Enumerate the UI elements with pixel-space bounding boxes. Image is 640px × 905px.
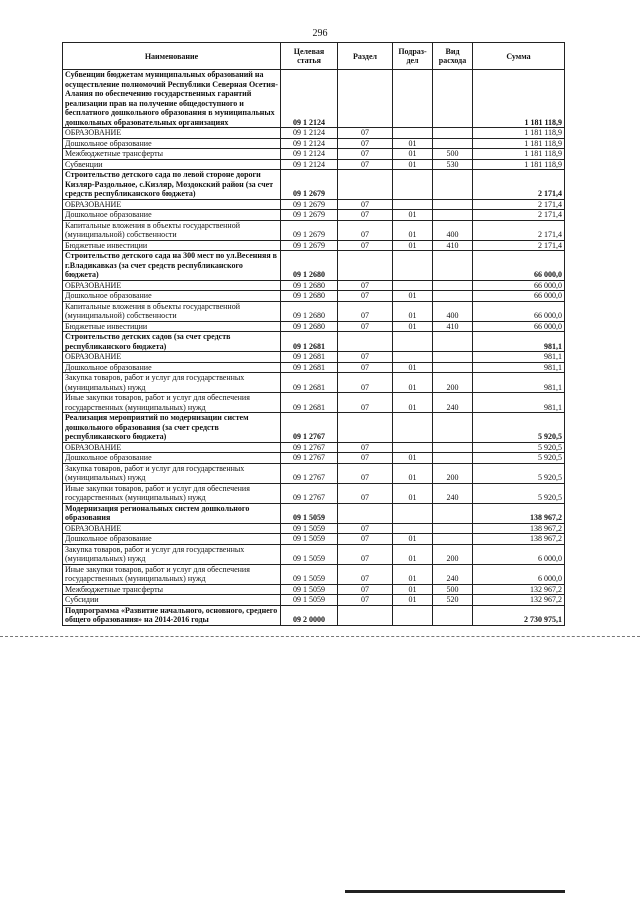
cell-subsection: 01 bbox=[393, 453, 433, 464]
table-row bbox=[63, 523, 565, 534]
table-row bbox=[63, 170, 565, 200]
cell-section: 07 bbox=[338, 280, 393, 291]
cell-code: 09 1 2681 bbox=[281, 352, 338, 363]
table-row bbox=[63, 159, 565, 170]
table-row bbox=[63, 220, 565, 240]
cell-section bbox=[338, 70, 393, 128]
table-row bbox=[63, 442, 565, 453]
cell-subsection: 01 bbox=[393, 362, 433, 373]
cell-name: Дошкольное образование bbox=[63, 534, 281, 545]
cell-name: Закупка товаров, работ и услуг для государственных (муниципальных) нужд bbox=[63, 463, 281, 483]
header-code: Целевая статья bbox=[281, 43, 338, 70]
cell-name: ОБРАЗОВАНИЕ bbox=[63, 199, 281, 210]
cell-sum: 2 171,4 bbox=[473, 170, 565, 200]
cell-expense bbox=[433, 534, 473, 545]
cell-sum: 981,1 bbox=[473, 362, 565, 373]
cell-subsection: 01 bbox=[393, 393, 433, 413]
cell-sum: 5 920,5 bbox=[473, 453, 565, 464]
table-row bbox=[63, 280, 565, 291]
cell-name: Дошкольное образование bbox=[63, 210, 281, 221]
cell-sum: 66 000,0 bbox=[473, 251, 565, 281]
cell-name: Строительство детских садов (за счет средств республиканского бюджета) bbox=[63, 332, 281, 352]
cell-expense bbox=[433, 503, 473, 523]
cell-sum: 981,1 bbox=[473, 332, 565, 352]
table-row bbox=[63, 413, 565, 443]
cell-subsection bbox=[393, 251, 433, 281]
cell-section: 07 bbox=[338, 393, 393, 413]
header-row bbox=[63, 43, 565, 70]
cell-expense: 410 bbox=[433, 321, 473, 332]
cell-name: Дошкольное образование bbox=[63, 138, 281, 149]
cell-sum: 66 000,0 bbox=[473, 291, 565, 302]
cell-section bbox=[338, 332, 393, 352]
table-row bbox=[63, 291, 565, 302]
cell-expense: 500 bbox=[433, 149, 473, 160]
cell-code: 09 1 2679 bbox=[281, 210, 338, 221]
cell-section: 07 bbox=[338, 210, 393, 221]
table-row bbox=[63, 321, 565, 332]
table-row bbox=[63, 483, 565, 503]
cell-subsection: 01 bbox=[393, 240, 433, 251]
cell-name: Капитальные вложения в объекты государственной (муниципальной) собственности bbox=[63, 220, 281, 240]
cell-subsection: 01 bbox=[393, 138, 433, 149]
cell-subsection: 01 bbox=[393, 321, 433, 332]
table-row bbox=[63, 373, 565, 393]
cell-code: 09 1 2124 bbox=[281, 149, 338, 160]
cell-sum: 6 000,0 bbox=[473, 544, 565, 564]
cell-section: 07 bbox=[338, 128, 393, 139]
cell-code: 09 1 2767 bbox=[281, 463, 338, 483]
cell-subsection: 01 bbox=[393, 564, 433, 584]
cell-name: Подпрограмма «Развитие начального, основного, среднего общего образования» на 2014-2016 годы bbox=[63, 605, 281, 625]
cell-expense: 530 bbox=[433, 159, 473, 170]
cell-expense bbox=[433, 332, 473, 352]
cell-code: 09 1 2681 bbox=[281, 393, 338, 413]
cell-expense bbox=[433, 210, 473, 221]
table-row bbox=[63, 605, 565, 625]
cell-sum: 2 171,4 bbox=[473, 199, 565, 210]
cell-section: 07 bbox=[338, 149, 393, 160]
cell-subsection bbox=[393, 170, 433, 200]
cell-code: 09 1 5059 bbox=[281, 523, 338, 534]
cell-name: Иные закупки товаров, работ и услуг для обеспечения государственных (муниципальных) нужд bbox=[63, 483, 281, 503]
cell-code: 09 1 2681 bbox=[281, 373, 338, 393]
cell-section: 07 bbox=[338, 463, 393, 483]
cell-name: Субвенции бюджетам муниципальных образований на осуществление полномочий Республики Северная Осетия-Алания по обеспечению государственных гарантий реализации прав на получение общедоступного и бесплатного дошкольного образования в муниципальных дошкольных образовательных организациях bbox=[63, 70, 281, 128]
cell-sum: 66 000,0 bbox=[473, 321, 565, 332]
cell-sum: 981,1 bbox=[473, 373, 565, 393]
cell-code: 09 1 2124 bbox=[281, 70, 338, 128]
table-row bbox=[63, 138, 565, 149]
cell-sum: 1 181 118,9 bbox=[473, 149, 565, 160]
table-row bbox=[63, 332, 565, 352]
cell-sum: 138 967,2 bbox=[473, 534, 565, 545]
cell-code: 09 1 5059 bbox=[281, 534, 338, 545]
cell-sum: 138 967,2 bbox=[473, 503, 565, 523]
cell-expense bbox=[433, 413, 473, 443]
cell-name: Капитальные вложения в объекты государственной (муниципальной) собственности bbox=[63, 301, 281, 321]
cell-subsection bbox=[393, 503, 433, 523]
cell-section: 07 bbox=[338, 138, 393, 149]
table-row bbox=[63, 463, 565, 483]
cell-subsection: 01 bbox=[393, 534, 433, 545]
cell-section: 07 bbox=[338, 584, 393, 595]
table-row bbox=[63, 70, 565, 128]
cell-sum: 66 000,0 bbox=[473, 280, 565, 291]
cell-subsection: 01 bbox=[393, 544, 433, 564]
cell-section bbox=[338, 605, 393, 625]
cell-sum: 1 181 118,9 bbox=[473, 70, 565, 128]
cell-subsection bbox=[393, 199, 433, 210]
table-row bbox=[63, 503, 565, 523]
cell-code: 09 1 5059 bbox=[281, 564, 338, 584]
cell-expense bbox=[433, 442, 473, 453]
table-row bbox=[63, 199, 565, 210]
cell-section: 07 bbox=[338, 373, 393, 393]
cell-code: 09 1 2124 bbox=[281, 159, 338, 170]
cell-code: 09 1 2680 bbox=[281, 291, 338, 302]
cell-sum: 5 920,5 bbox=[473, 463, 565, 483]
cell-expense: 240 bbox=[433, 564, 473, 584]
cell-expense bbox=[433, 170, 473, 200]
cell-subsection: 01 bbox=[393, 584, 433, 595]
cell-name: Модернизация региональных систем дошкольного образования bbox=[63, 503, 281, 523]
cell-expense bbox=[433, 453, 473, 464]
scan-dashed-line bbox=[0, 636, 640, 637]
cell-section: 07 bbox=[338, 483, 393, 503]
table-row bbox=[63, 534, 565, 545]
header-section: Раздел bbox=[338, 43, 393, 70]
cell-code: 09 1 2680 bbox=[281, 321, 338, 332]
budget-table bbox=[62, 42, 565, 626]
cell-subsection bbox=[393, 352, 433, 363]
cell-section: 07 bbox=[338, 301, 393, 321]
cell-sum: 5 920,5 bbox=[473, 413, 565, 443]
cell-subsection: 01 bbox=[393, 483, 433, 503]
cell-sum: 1 181 118,9 bbox=[473, 128, 565, 139]
cell-subsection: 01 bbox=[393, 220, 433, 240]
cell-subsection: 01 bbox=[393, 463, 433, 483]
table-header bbox=[63, 43, 565, 70]
cell-sum: 5 920,5 bbox=[473, 442, 565, 453]
cell-section bbox=[338, 251, 393, 281]
cell-section: 07 bbox=[338, 352, 393, 363]
cell-code: 09 1 2124 bbox=[281, 138, 338, 149]
cell-sum: 132 967,2 bbox=[473, 584, 565, 595]
cell-code: 09 2 0000 bbox=[281, 605, 338, 625]
cell-expense: 240 bbox=[433, 393, 473, 413]
cell-name: Дошкольное образование bbox=[63, 362, 281, 373]
cell-code: 09 1 2680 bbox=[281, 251, 338, 281]
cell-expense: 500 bbox=[433, 584, 473, 595]
cell-code: 09 1 2680 bbox=[281, 280, 338, 291]
cell-code: 09 1 2680 bbox=[281, 301, 338, 321]
cell-expense bbox=[433, 352, 473, 363]
cell-sum: 1 181 118,9 bbox=[473, 138, 565, 149]
header-name: Наименование bbox=[63, 43, 281, 70]
cell-sum: 5 920,5 bbox=[473, 483, 565, 503]
cell-sum: 2 171,4 bbox=[473, 240, 565, 251]
cell-code: 09 1 2681 bbox=[281, 332, 338, 352]
cell-name: Закупка товаров, работ и услуг для государственных (муниципальных) нужд bbox=[63, 544, 281, 564]
cell-name: Строительство детского сада на 300 мест по ул.Весенняя в г.Владикавказ (за счет средств республиканского бюджета) bbox=[63, 251, 281, 281]
cell-subsection bbox=[393, 70, 433, 128]
cell-code: 09 1 5059 bbox=[281, 584, 338, 595]
cell-name: Бюджетные инвестиции bbox=[63, 240, 281, 251]
cell-expense: 200 bbox=[433, 373, 473, 393]
cell-subsection bbox=[393, 413, 433, 443]
cell-expense: 200 bbox=[433, 544, 473, 564]
page-number: 296 bbox=[312, 28, 328, 39]
cell-section bbox=[338, 413, 393, 443]
cell-name: Иные закупки товаров, работ и услуг для обеспечения государственных (муниципальных) нужд bbox=[63, 393, 281, 413]
cell-code: 09 1 5059 bbox=[281, 503, 338, 523]
cell-subsection bbox=[393, 280, 433, 291]
cell-subsection: 01 bbox=[393, 595, 433, 606]
cell-sum: 981,1 bbox=[473, 352, 565, 363]
cell-subsection: 01 bbox=[393, 301, 433, 321]
cell-code: 09 1 2767 bbox=[281, 413, 338, 443]
cell-subsection bbox=[393, 128, 433, 139]
cell-name: ОБРАЗОВАНИЕ bbox=[63, 442, 281, 453]
cell-name: Субвенции bbox=[63, 159, 281, 170]
cell-code: 09 1 2679 bbox=[281, 170, 338, 200]
header-expense: Вид расхода bbox=[433, 43, 473, 70]
cell-sum: 981,1 bbox=[473, 393, 565, 413]
cell-code: 09 1 2681 bbox=[281, 362, 338, 373]
cell-name: Межбюджетные трансферты bbox=[63, 584, 281, 595]
cell-subsection: 01 bbox=[393, 210, 433, 221]
cell-code: 09 1 2767 bbox=[281, 453, 338, 464]
cell-sum: 2 730 975,1 bbox=[473, 605, 565, 625]
cell-name: Субсидии bbox=[63, 595, 281, 606]
table-row bbox=[63, 251, 565, 281]
cell-sum: 1 181 118,9 bbox=[473, 159, 565, 170]
cell-section: 07 bbox=[338, 442, 393, 453]
cell-code: 09 1 5059 bbox=[281, 595, 338, 606]
cell-code: 09 1 2767 bbox=[281, 442, 338, 453]
header-subsection: Подраз-дел bbox=[393, 43, 433, 70]
cell-name: ОБРАЗОВАНИЕ bbox=[63, 280, 281, 291]
cell-section: 07 bbox=[338, 453, 393, 464]
cell-expense bbox=[433, 251, 473, 281]
cell-name: ОБРАЗОВАНИЕ bbox=[63, 352, 281, 363]
cell-subsection: 01 bbox=[393, 159, 433, 170]
cell-name: Бюджетные инвестиции bbox=[63, 321, 281, 332]
cell-expense: 400 bbox=[433, 301, 473, 321]
cell-section: 07 bbox=[338, 595, 393, 606]
cell-subsection: 01 bbox=[393, 149, 433, 160]
table-row bbox=[63, 362, 565, 373]
cell-code: 09 1 2124 bbox=[281, 128, 338, 139]
cell-section: 07 bbox=[338, 240, 393, 251]
table-row bbox=[63, 544, 565, 564]
table-row bbox=[63, 453, 565, 464]
cell-subsection: 01 bbox=[393, 373, 433, 393]
cell-name: Закупка товаров, работ и услуг для государственных (муниципальных) нужд bbox=[63, 373, 281, 393]
cell-expense bbox=[433, 128, 473, 139]
cell-expense bbox=[433, 605, 473, 625]
cell-subsection bbox=[393, 523, 433, 534]
cell-section: 07 bbox=[338, 220, 393, 240]
table-row bbox=[63, 584, 565, 595]
cell-sum: 138 967,2 bbox=[473, 523, 565, 534]
cell-section: 07 bbox=[338, 544, 393, 564]
cell-sum: 66 000,0 bbox=[473, 301, 565, 321]
cell-expense: 520 bbox=[433, 595, 473, 606]
cell-section: 07 bbox=[338, 534, 393, 545]
cell-sum: 6 000,0 bbox=[473, 564, 565, 584]
cell-code: 09 1 2679 bbox=[281, 240, 338, 251]
cell-expense: 240 bbox=[433, 483, 473, 503]
cell-code: 09 1 2767 bbox=[281, 483, 338, 503]
cell-code: 09 1 2679 bbox=[281, 220, 338, 240]
cell-name: ОБРАЗОВАНИЕ bbox=[63, 523, 281, 534]
cell-sum: 2 171,4 bbox=[473, 220, 565, 240]
cell-subsection bbox=[393, 332, 433, 352]
cell-name: Строительство детского сада по левой стороне дороги Кизляр-Раздольное, с.Кизляр, Моздокский район (за счет средств республиканского бюджета) bbox=[63, 170, 281, 200]
table-row bbox=[63, 149, 565, 160]
cell-name: Дошкольное образование bbox=[63, 453, 281, 464]
table-row bbox=[63, 352, 565, 363]
cell-expense bbox=[433, 199, 473, 210]
cell-expense: 410 bbox=[433, 240, 473, 251]
cell-name: Межбюджетные трансферты bbox=[63, 149, 281, 160]
cell-subsection bbox=[393, 605, 433, 625]
cell-section bbox=[338, 503, 393, 523]
cell-code: 09 1 2679 bbox=[281, 199, 338, 210]
cell-section bbox=[338, 170, 393, 200]
cell-expense: 400 bbox=[433, 220, 473, 240]
cell-expense bbox=[433, 362, 473, 373]
cell-expense bbox=[433, 291, 473, 302]
cell-section: 07 bbox=[338, 564, 393, 584]
cell-section: 07 bbox=[338, 159, 393, 170]
cell-expense bbox=[433, 523, 473, 534]
cell-sum: 132 967,2 bbox=[473, 595, 565, 606]
table-row bbox=[63, 210, 565, 221]
header-sum: Сумма bbox=[473, 43, 565, 70]
table-row bbox=[63, 595, 565, 606]
footer-line bbox=[345, 890, 565, 893]
table-row bbox=[63, 393, 565, 413]
cell-section: 07 bbox=[338, 523, 393, 534]
cell-section: 07 bbox=[338, 199, 393, 210]
table-body bbox=[63, 70, 565, 626]
cell-name: Реализация мероприятий по модернизации систем дошкольного образования (за счет средств республиканского бюджета) bbox=[63, 413, 281, 443]
table-row bbox=[63, 240, 565, 251]
cell-sum: 2 171,4 bbox=[473, 210, 565, 221]
cell-expense: 200 bbox=[433, 463, 473, 483]
cell-name: ОБРАЗОВАНИЕ bbox=[63, 128, 281, 139]
table-row bbox=[63, 564, 565, 584]
cell-expense bbox=[433, 280, 473, 291]
table-row bbox=[63, 128, 565, 139]
cell-subsection: 01 bbox=[393, 291, 433, 302]
cell-subsection bbox=[393, 442, 433, 453]
cell-section: 07 bbox=[338, 291, 393, 302]
cell-section: 07 bbox=[338, 362, 393, 373]
cell-expense bbox=[433, 70, 473, 128]
cell-expense bbox=[433, 138, 473, 149]
table-row bbox=[63, 301, 565, 321]
cell-code: 09 1 5059 bbox=[281, 544, 338, 564]
cell-name: Дошкольное образование bbox=[63, 291, 281, 302]
cell-name: Иные закупки товаров, работ и услуг для обеспечения государственных (муниципальных) нужд bbox=[63, 564, 281, 584]
cell-section: 07 bbox=[338, 321, 393, 332]
